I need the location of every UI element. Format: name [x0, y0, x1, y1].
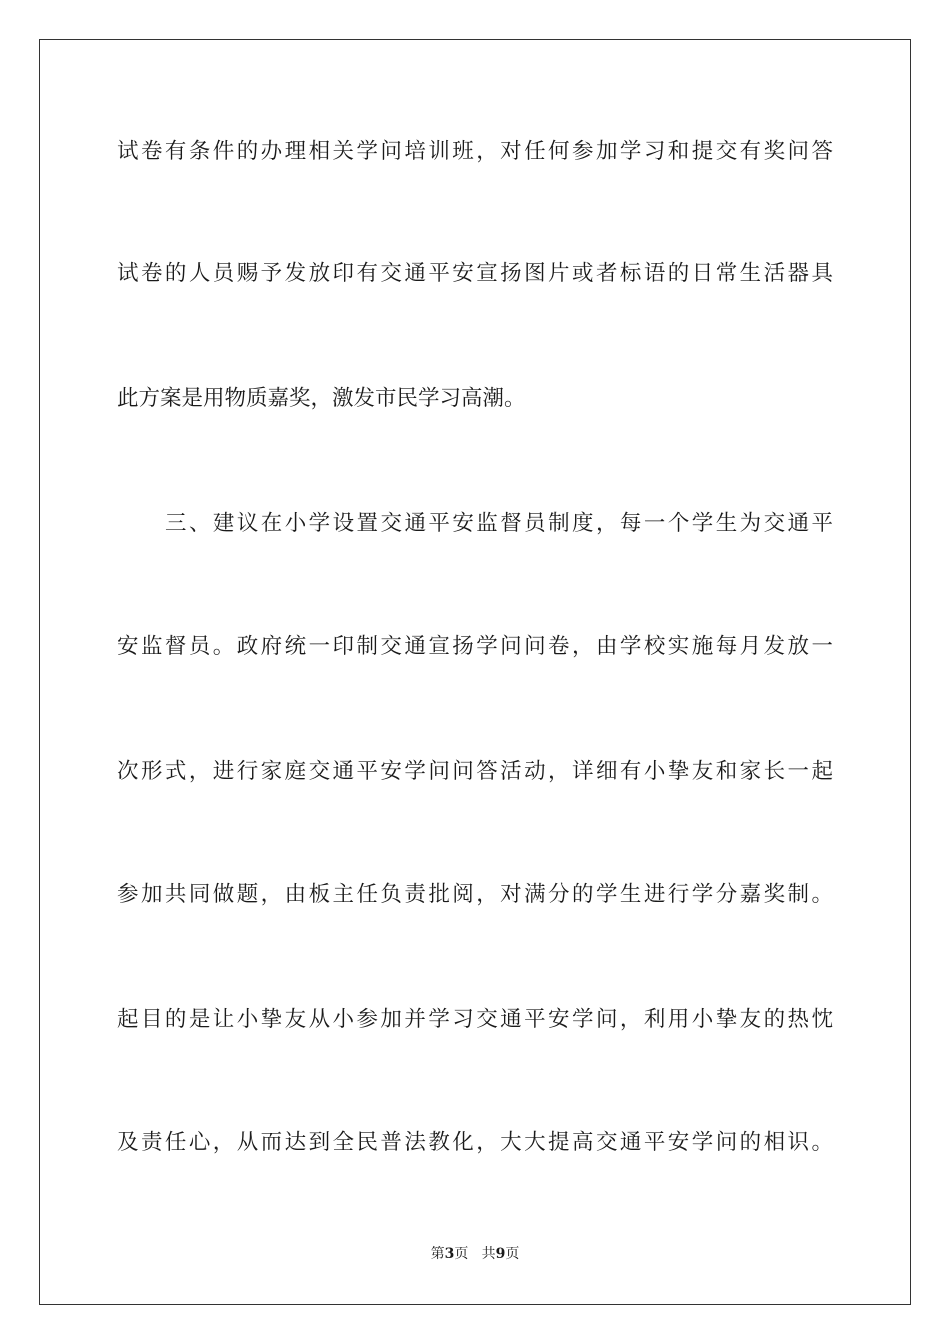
footer-page-suffix: 页 [454, 1246, 469, 1262]
body-line-3: 此方案是用物质嘉奖，激发市民学习高潮。 [117, 386, 526, 411]
body-line-1: 试卷有条件的办理相关学问培训班，对任何参加学习和提交有奖问答 [117, 139, 833, 164]
body-line-2: 试卷的人员赐予发放印有交通平安宣扬图片或者标语的日常生活器具 [117, 261, 833, 286]
footer-total-prefix: 共 [481, 1246, 496, 1262]
footer-total-suffix: 页 [505, 1246, 520, 1262]
page-border [39, 39, 911, 1305]
body-line-4: 三、建议在小学设置交通平安监督员制度，每一个学生为交通平 [165, 511, 833, 536]
footer-page-number: 3 [444, 1246, 455, 1262]
page-footer [0, 1245, 950, 1263]
footer-page-prefix: 第 [430, 1246, 445, 1262]
body-line-5: 安监督员。政府统一印制交通宣扬学问问卷，由学校实施每月发放一 [117, 634, 833, 659]
body-line-9: 及责任心，从而达到全民普法教化，大大提高交通平安学问的相识。 [117, 1130, 833, 1155]
body-line-8: 起目的是让小挚友从小参加并学习交通平安学问，利用小挚友的热忱 [117, 1007, 833, 1032]
body-line-7: 参加共同做题，由板主任负责批阅，对满分的学生进行学分嘉奖制。 [117, 882, 833, 907]
body-line-6: 次形式，进行家庭交通平安学问问答活动，详细有小挚友和家长一起 [117, 759, 833, 784]
footer-total-pages: 9 [495, 1246, 506, 1262]
